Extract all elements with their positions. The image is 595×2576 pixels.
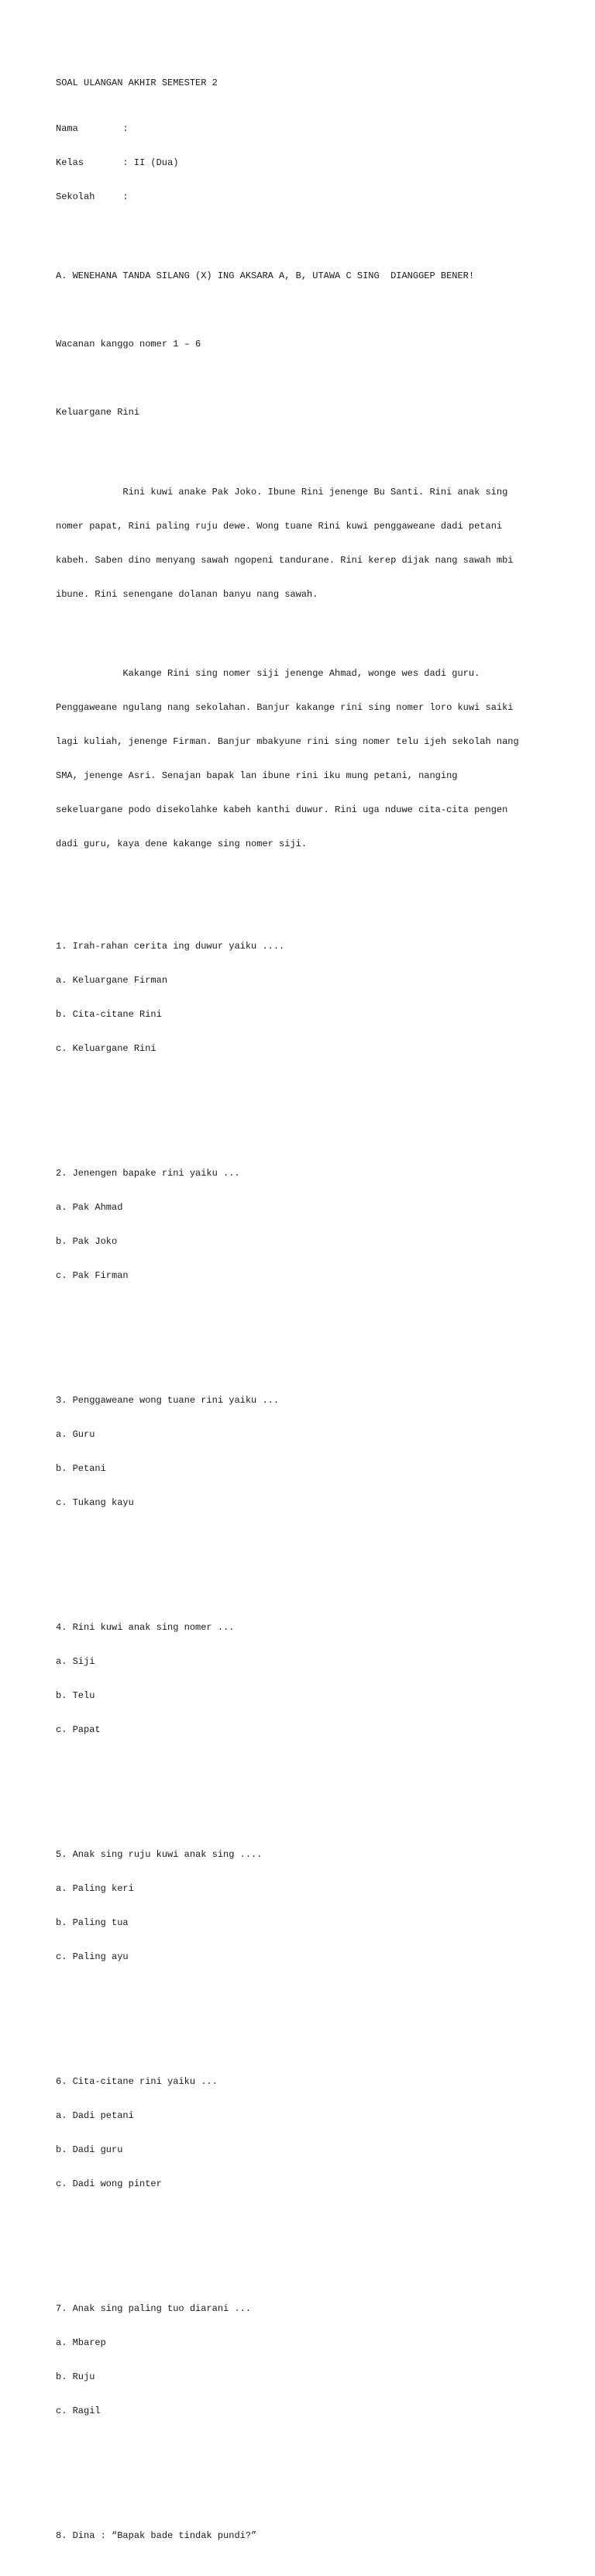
paragraph-2-line bbox=[56, 668, 567, 680]
option-b: b. Ruju bbox=[56, 2371, 95, 2383]
reading-note: Wacanan kanggo nomer 1 – 6 bbox=[56, 339, 201, 350]
paragraph-1-line: nomer papat, Rini paling ruju dewe. Wong tuane Rini kuwi penggaweane dadi petani bbox=[56, 520, 503, 532]
paragraph-2-line: lagi kuliah, jenenge Firman. Banjur mbakyune rini sing nomer telu ijeh sekolah nang bbox=[56, 736, 519, 748]
option-c: c. Dadi wong pinter bbox=[56, 2178, 162, 2189]
field-label: Sekolah bbox=[56, 191, 95, 202]
paragraph-2-line: SMA, jenenge Asri. Senajan bapak lan ibune rini iku mung petani, nanging bbox=[56, 770, 458, 782]
option-c: c. Paling ayu bbox=[56, 1951, 129, 1962]
option-b: b. Dadi guru bbox=[56, 2144, 123, 2155]
option-c: c. Keluargane Rini bbox=[56, 1042, 156, 1054]
field-value: : bbox=[122, 122, 129, 134]
document-page bbox=[56, 55, 567, 2576]
question-8 bbox=[56, 2508, 567, 2564]
paragraph-1-line: kabeh. Saben dino menyang sawah ngopeni tandurane. Rini kerep dijak nang sawah mbi bbox=[56, 554, 514, 566]
section-instruction: A. WENEHANA TANDA SILANG (X) ING AKSARA A, B, UTAWA C SING DIANGGEP BENER! bbox=[56, 270, 475, 282]
paragraph-1-line: ibune. Rini senengane dolanan banyu nang sawah. bbox=[56, 588, 318, 600]
field-value: : II (Dua) bbox=[122, 157, 179, 168]
paragraph-2-line: dadi guru, kaya dene kakange sing nomer siji. bbox=[56, 838, 308, 849]
question-text: 8. Dina : “Bapak bade tindak pundi?” bbox=[56, 2530, 257, 2542]
option-a: a. Dadi petani bbox=[56, 2110, 134, 2122]
option-a: a. Paling keri bbox=[56, 1882, 134, 1894]
question-6 bbox=[56, 2054, 567, 2247]
spacer bbox=[56, 2213, 567, 2224]
field-label: Kelas bbox=[56, 157, 84, 168]
option-c: c. Pak Firman bbox=[56, 1269, 129, 1281]
option-b: b. Paling tua bbox=[56, 1917, 129, 1928]
question-2 bbox=[56, 1145, 567, 1338]
spacer bbox=[56, 623, 567, 635]
field-sekolah bbox=[56, 191, 567, 203]
spacer bbox=[56, 1531, 567, 1543]
question-text: 3. Penggaweane wong tuane rini yaiku ... bbox=[56, 1394, 280, 1406]
option-b: b. Pak Joko bbox=[56, 1235, 118, 1247]
field-nama bbox=[56, 123, 567, 135]
option-b: b. Cita-citane Rini bbox=[56, 1008, 162, 1020]
option-c: c. Papat bbox=[56, 1724, 101, 1735]
spacer bbox=[56, 441, 567, 453]
spacer bbox=[56, 373, 567, 384]
question-7 bbox=[56, 2281, 567, 2474]
paragraph-1-line bbox=[56, 487, 567, 498]
field-kelas bbox=[56, 157, 567, 169]
paragraph-text: Rini kuwi anake Pak Joko. Ibune Rini jenenge Bu Santi. Rini anak sing bbox=[122, 486, 508, 498]
spacer bbox=[56, 873, 567, 884]
spacer bbox=[56, 305, 567, 316]
document-title: SOAL ULANGAN AKHIR SEMESTER 2 bbox=[56, 77, 218, 89]
paragraph-text: Kakange Rini sing nomer siji jenenge Ahmad, wonge wes dadi guru. bbox=[122, 668, 480, 680]
spacer bbox=[56, 1304, 567, 1316]
spacer bbox=[56, 236, 567, 248]
paragraph-2-line: sekeluargane podo disekolahke kabeh kanthi duwur. Rini uga nduwe cita-cita pengen bbox=[56, 804, 508, 815]
spacer bbox=[56, 1985, 567, 1997]
option-a: a. Siji bbox=[56, 1655, 95, 1667]
option-a: a. Guru bbox=[56, 1428, 95, 1440]
story-title: Keluargane Rini bbox=[56, 407, 140, 418]
spacer bbox=[56, 2440, 567, 2451]
option-b: b. Telu bbox=[56, 1689, 95, 1701]
question-text: 6. Cita-citane rini yaiku ... bbox=[56, 2076, 218, 2088]
option-a: a. Mbarep bbox=[56, 2337, 106, 2349]
question-4 bbox=[56, 1600, 567, 1793]
option-a: a. Keluargane Firman bbox=[56, 974, 168, 986]
question-text: 5. Anak sing ruju kuwi anak sing .... bbox=[56, 1849, 263, 1861]
option-c: c. Tukang kayu bbox=[56, 1496, 134, 1508]
spacer bbox=[56, 1077, 567, 1089]
option-b: b. Petani bbox=[56, 1462, 106, 1474]
spacer bbox=[56, 1758, 567, 1770]
paragraph-2-line: Penggaweane ngulang nang sekolahan. Banjur kakange rini sing nomer loro kuwi saiki bbox=[56, 702, 514, 714]
question-text: 1. Irah-rahan cerita ing duwur yaiku .... bbox=[56, 940, 285, 952]
field-value: : bbox=[122, 191, 129, 202]
field-label: Nama bbox=[56, 122, 78, 134]
option-a: a. Pak Ahmad bbox=[56, 1201, 123, 1213]
question-text: 4. Rini kuwi anak sing nomer ... bbox=[56, 1621, 235, 1633]
question-3 bbox=[56, 1372, 567, 1565]
question-text: 2. Jenengen bapake rini yaiku ... bbox=[56, 1167, 240, 1179]
question-text: 7. Anak sing paling tuo diarani ... bbox=[56, 2303, 252, 2315]
question-5 bbox=[56, 1827, 567, 2020]
option-c: c. Ragil bbox=[56, 2405, 101, 2416]
question-1 bbox=[56, 918, 567, 1111]
